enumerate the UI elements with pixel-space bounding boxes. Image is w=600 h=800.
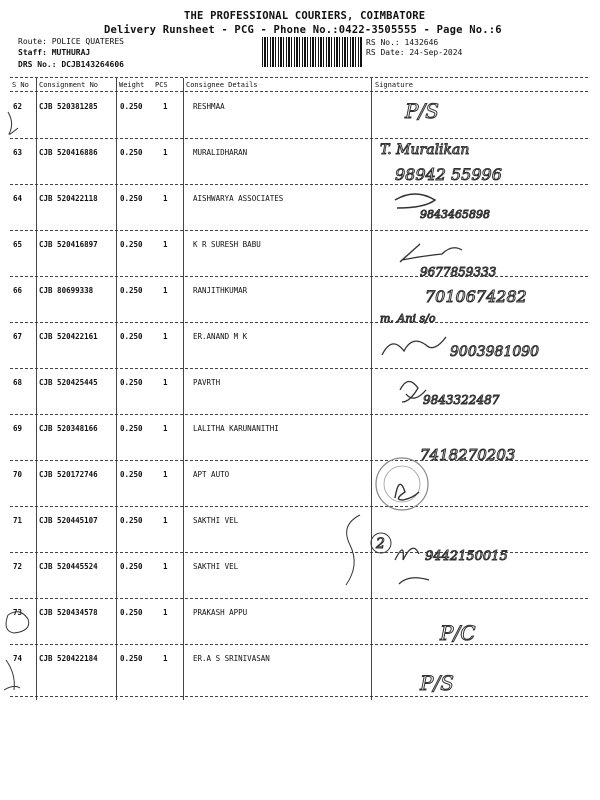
row-sno: 73 [13, 608, 23, 617]
row-weight: 0.250 [120, 148, 143, 157]
row-weight: 0.250 [120, 470, 143, 479]
row-weight: 0.250 [120, 608, 143, 617]
row-pcs: 1 [163, 332, 168, 341]
col-pcs: PCS [155, 81, 168, 89]
row-weight: 0.250 [120, 240, 143, 249]
sig-r68-phone: 9843322487 [423, 393, 500, 407]
row-consignee: MURALIDHARAN [193, 148, 248, 157]
sig-r70-scribble [395, 484, 419, 500]
row-consignee: PAVRTH [193, 378, 221, 387]
col-sno: S No [12, 81, 29, 89]
runsheet-subtitle: Delivery Runsheet - PCG - Phone No.:0422-3505555 - Page No.:6 [104, 24, 502, 36]
sig-r65-scribble [400, 244, 462, 262]
row-consignee: SAKTHI VEL [193, 562, 239, 571]
row-consignee: RANJITHKUMAR [193, 286, 248, 295]
row-consignee: ER.ANAND M K [193, 332, 248, 341]
row-weight: 0.250 [120, 424, 143, 433]
row-pcs: 1 [163, 516, 168, 525]
sig-r64-phone: 9843465898 [420, 208, 490, 221]
row-consignee: LALITHA KARUNANITHI [193, 424, 279, 433]
row-consignment: CJB 520434578 [39, 608, 98, 617]
sig-r65-phone: 9677859333 [420, 265, 497, 279]
row-consignment: CJB 520416886 [39, 148, 98, 157]
row-consignment: CJB 520422118 [39, 194, 98, 203]
row-pcs: 1 [163, 470, 168, 479]
row-pcs: 1 [163, 654, 168, 663]
col-consignee: Consignee Details [186, 81, 258, 89]
row-consignee: K R SURESH BABU [193, 240, 261, 249]
row-sno: 65 [13, 240, 23, 249]
row-weight: 0.250 [120, 562, 143, 571]
row-consignment: CJB 520422184 [39, 654, 98, 663]
row-consignment: CJB 520348166 [39, 424, 98, 433]
row-pcs: 1 [163, 608, 168, 617]
row-sno: 68 [13, 378, 23, 387]
row-consignee: SAKTHI VEL [193, 516, 239, 525]
row-pcs: 1 [163, 102, 168, 111]
tick-mark-62 [8, 112, 18, 134]
row-consignment: CJB 520425445 [39, 378, 98, 387]
row-pcs: 1 [163, 240, 168, 249]
col-signature: Signature [375, 81, 413, 89]
row-consignment: CJB 520381285 [39, 102, 98, 111]
company-title: THE PROFESSIONAL COURIERS, COIMBATORE [184, 10, 426, 22]
sig-r67-phone: 9003981090 [450, 344, 540, 360]
row-consignment: CJB 520445107 [39, 516, 98, 525]
row-weight: 0.250 [120, 194, 143, 203]
row-consignee: PRAKASH APPU [193, 608, 248, 617]
sig-r67-scribble [382, 337, 446, 355]
sig-r66-note: m. Ani s/o [380, 312, 436, 325]
row-sno: 74 [13, 654, 23, 663]
row-weight: 0.250 [120, 102, 143, 111]
sig-r73: P/C [440, 621, 476, 645]
row-consignment: CJB 520445524 [39, 562, 98, 571]
bracket-mark [346, 515, 360, 585]
sig-r63-name: T. Muralikan [380, 142, 470, 158]
round-stamp-inner [384, 466, 420, 502]
row-pcs: 1 [163, 148, 168, 157]
row-sno: 71 [13, 516, 23, 525]
row-consignee: ER.A S SRINIVASAN [193, 654, 270, 663]
row-weight: 0.250 [120, 654, 143, 663]
row-consignee: RESHMAA [193, 102, 225, 111]
row-pcs: 1 [163, 562, 168, 571]
rs-number: RS No.: 1432646 [366, 38, 439, 47]
tick-mark-73 [6, 612, 29, 633]
sig-r71-scribble [395, 548, 429, 584]
row-consignment: CJB 80699338 [39, 286, 94, 295]
sig-r71-phone: 9442150015 [425, 549, 508, 564]
route-label: Route: POLICE QUATERES [18, 37, 124, 46]
tick-mark-74 [4, 660, 20, 690]
sig-r71-mark: 2 [376, 536, 385, 552]
sig-r64-scribble [395, 194, 435, 208]
row-sno: 62 [13, 102, 23, 111]
col-weight: Weight [119, 81, 145, 89]
row-pcs: 1 [163, 286, 168, 295]
row-sno: 70 [13, 470, 23, 479]
sig-r62: P/S [405, 99, 439, 123]
row-pcs: 1 [163, 424, 168, 433]
row-weight: 0.250 [120, 378, 143, 387]
row-sno: 69 [13, 424, 23, 433]
row-weight: 0.250 [120, 286, 143, 295]
staff-label: Staff: MUTHURAJ [18, 48, 91, 57]
row-sno: 64 [13, 194, 23, 203]
drs-number: DRS No.: DCJB143264606 [18, 60, 124, 69]
row-weight: 0.250 [120, 332, 143, 341]
sig-r63-phone: 98942 55996 [395, 165, 502, 184]
row-sno: 63 [13, 148, 23, 157]
row-consignment: CJB 520416897 [39, 240, 98, 249]
row-consignment: CJB 520172746 [39, 470, 98, 479]
row-sno: 66 [13, 286, 23, 295]
row-pcs: 1 [163, 194, 168, 203]
sig-r69-phone: 7418270203 [420, 446, 516, 464]
row-sno: 72 [13, 562, 23, 571]
rs-date: RS Date: 24-Sep-2024 [366, 48, 463, 57]
col-consignment: Consignment No [39, 81, 99, 89]
row-consignee: APT AUTO [193, 470, 230, 479]
row-consignment: CJB 520422161 [39, 332, 98, 341]
row-pcs: 1 [163, 378, 168, 387]
sig-r74: P/S [420, 671, 454, 695]
row-sno: 67 [13, 332, 23, 341]
row-weight: 0.250 [120, 516, 143, 525]
sig-r66-phone: 7010674282 [425, 287, 527, 306]
row-consignee: AISHWARYA ASSOCIATES [193, 194, 284, 203]
